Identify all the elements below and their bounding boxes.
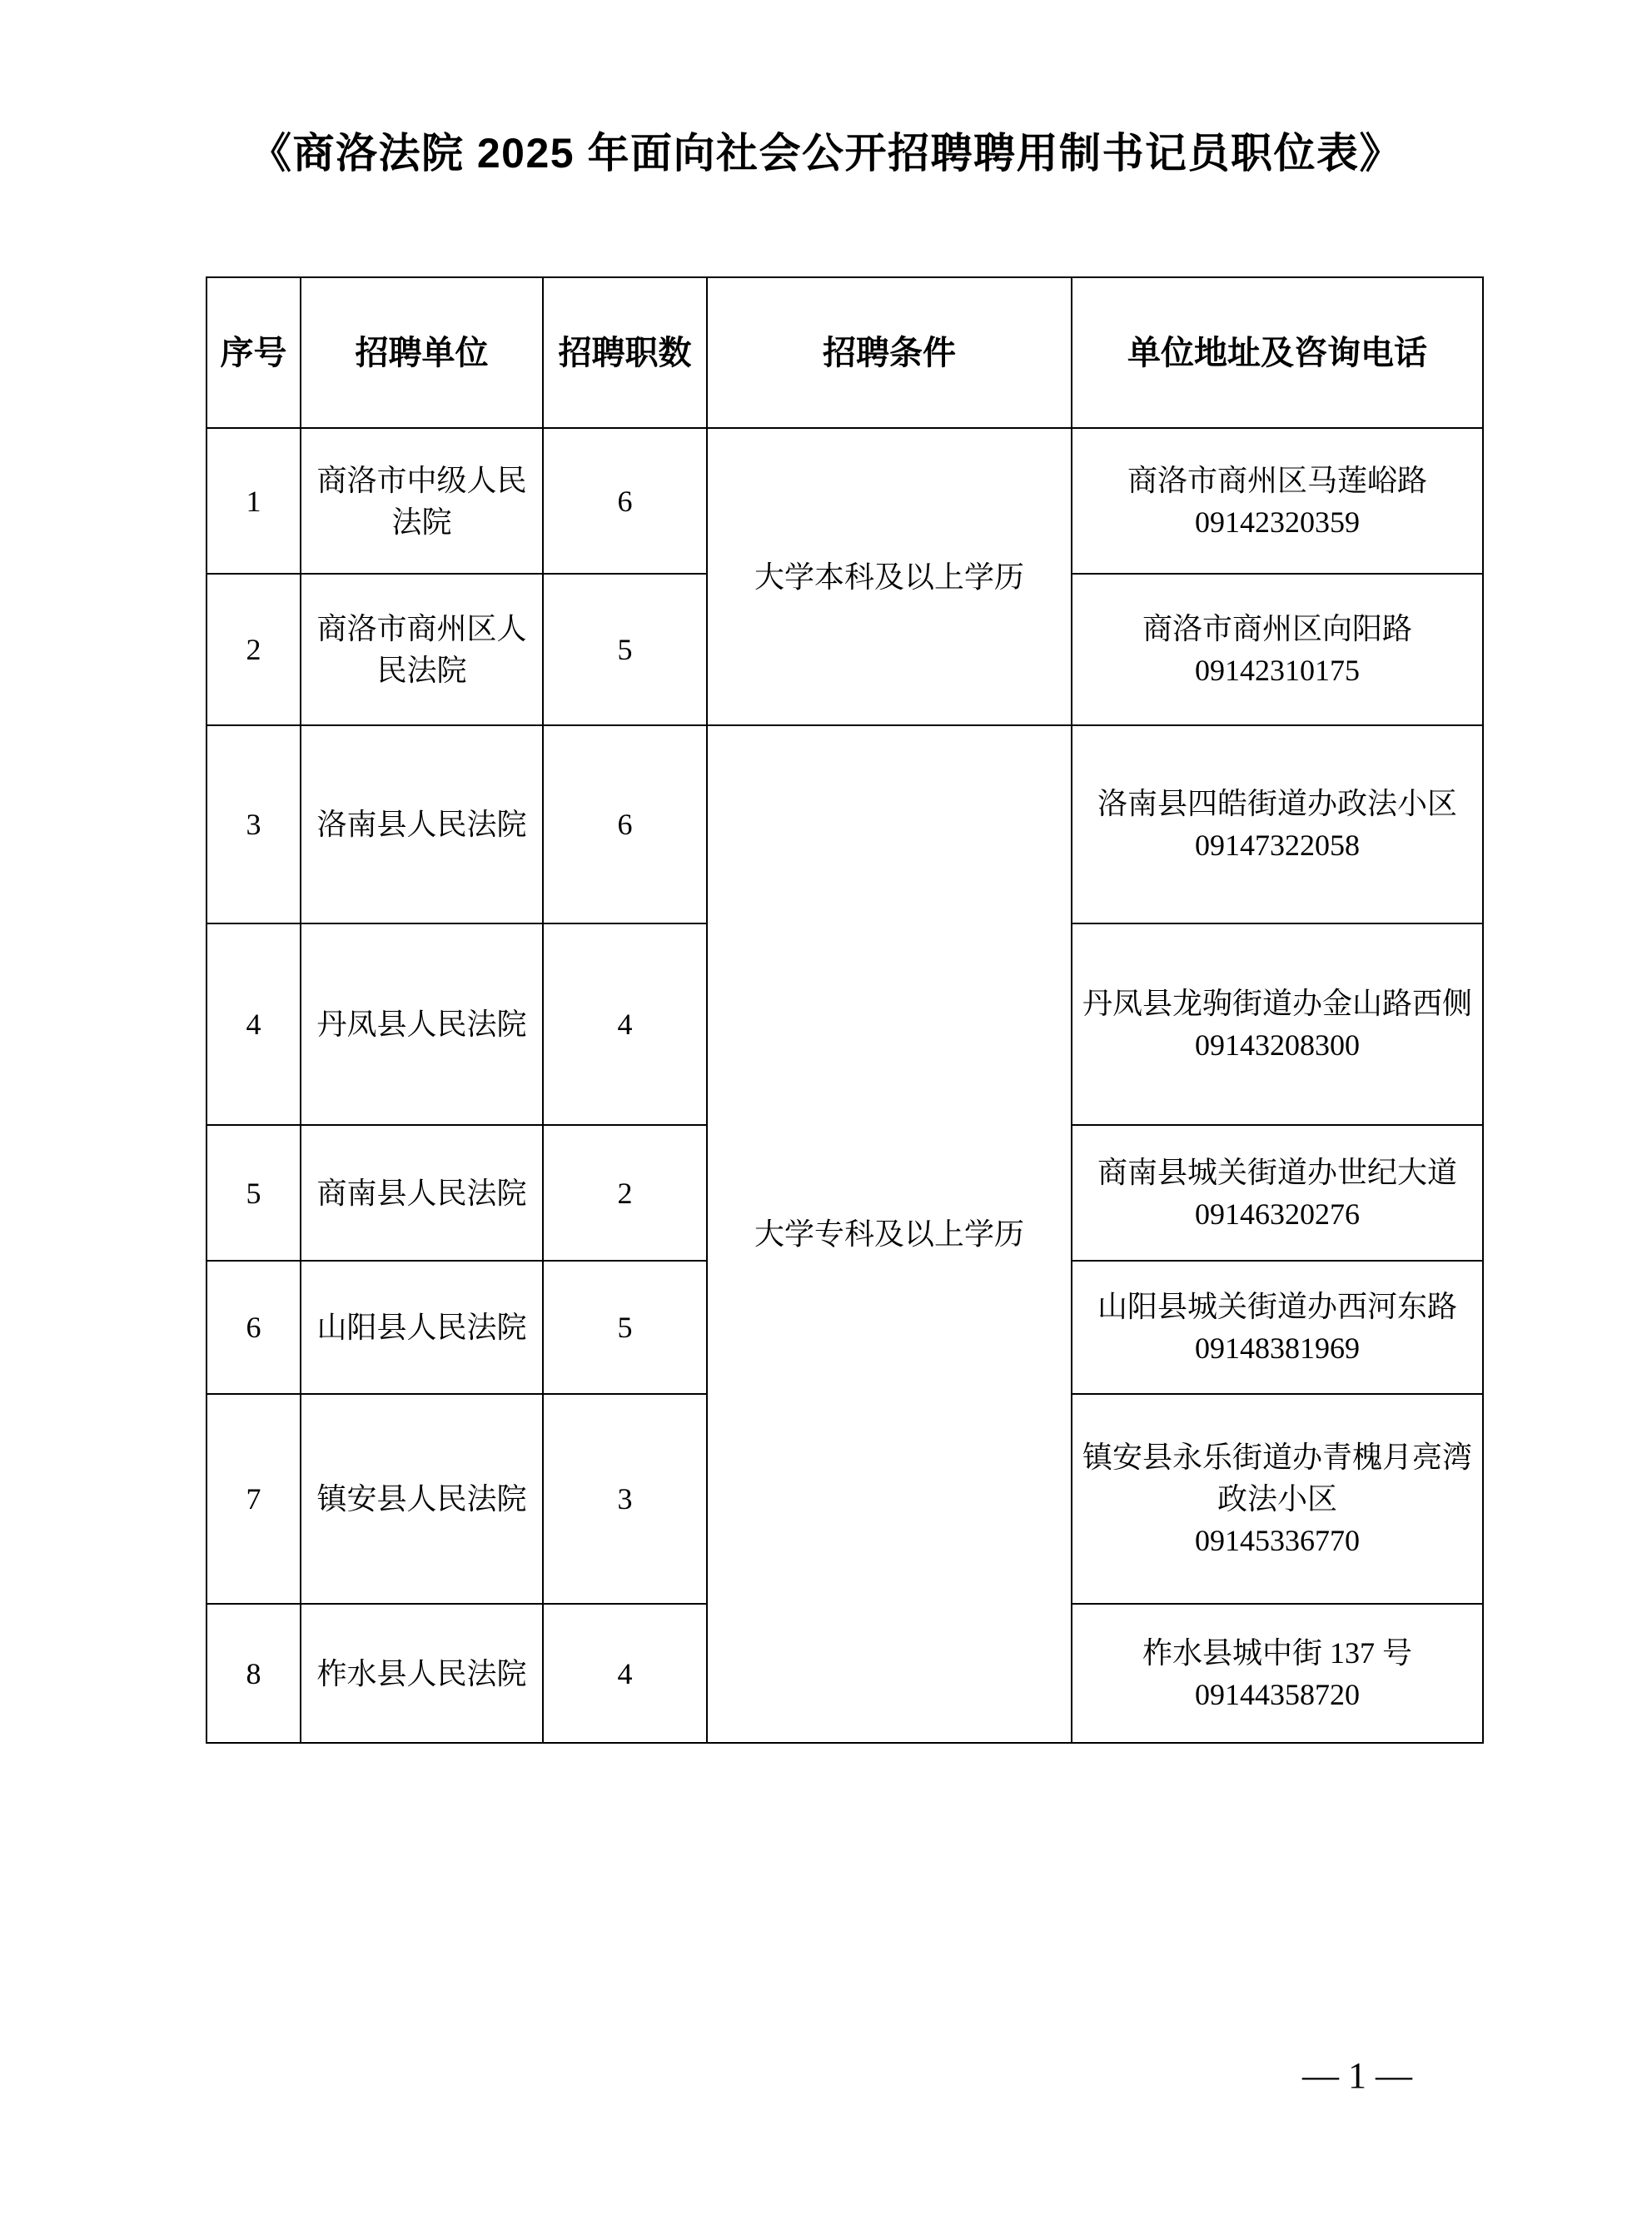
cell-unit: 镇安县人民法院 [301,1394,543,1604]
address-line: 洛南县四皓街道办政法小区 [1097,787,1457,820]
cell-address [1072,428,1483,574]
positions-table [206,276,1484,1744]
cell-unit: 商洛市商州区人民法院 [301,574,543,725]
address-line: 商洛市商州区向阳路 [1142,612,1412,645]
cell-no: 6 [206,1261,301,1394]
address-line: 柞水县城中街 137 号 [1142,1635,1412,1670]
phone-line: 09145336770 [1195,1524,1360,1557]
cell-condition-merged: 大学专科及以上学历 [707,725,1072,1743]
cell-count: 5 [543,1261,707,1394]
phone-line: 09147322058 [1195,829,1360,862]
cell-unit: 柞水县人民法院 [301,1604,543,1743]
header-cell-count: 招聘职数 [543,277,707,428]
cell-unit: 丹凤县人民法院 [301,923,543,1125]
phone-line: 09142310175 [1195,654,1360,687]
cell-no: 8 [206,1604,301,1743]
cell-no: 7 [206,1394,301,1604]
address-line: 商南县城关街道办世纪大道 [1097,1155,1457,1189]
page-title: 《商洛法院 2025 年面向社会公开招聘聘用制书记员职位表》 [249,130,1402,177]
cell-no: 4 [206,923,301,1125]
header-cell-unit: 招聘单位 [301,277,543,428]
phone-line: 09146320276 [1195,1197,1360,1231]
cell-address [1072,1604,1483,1743]
cell-no: 5 [206,1125,301,1261]
cell-count: 2 [543,1125,707,1261]
cell-count: 3 [543,1394,707,1604]
cell-address [1072,1394,1483,1604]
cell-address [1072,923,1483,1125]
cell-address [1072,1261,1483,1394]
cell-count: 5 [543,574,707,725]
table-row [206,428,1483,574]
cell-unit: 洛南县人民法院 [301,725,543,923]
cell-count: 6 [543,428,707,574]
phone-line: 09148381969 [1195,1332,1360,1365]
cell-no: 3 [206,725,301,923]
header-row [206,277,1483,428]
address-line: 山阳县城关街道办西河东路 [1097,1290,1457,1323]
cell-address [1072,725,1483,923]
cell-count: 4 [543,923,707,1125]
cell-address [1072,574,1483,725]
header-cell-condition: 招聘条件 [707,277,1072,428]
page-number: — 1 — [1302,2055,1412,2096]
cell-count: 6 [543,725,707,923]
header-cell-address: 单位地址及咨询电话 [1072,277,1483,428]
cell-address [1072,1125,1483,1261]
address-line: 镇安县永乐街道办青槐月亮湾政法小区 [1082,1441,1472,1516]
header-cell-no: 序号 [206,277,301,428]
address-line: 丹凤县龙驹街道办金山路西侧 [1082,987,1472,1020]
phone-line: 09142320359 [1195,505,1360,539]
cell-no: 1 [206,428,301,574]
address-line: 商洛市商州区马莲峪路 [1127,463,1427,497]
cell-unit: 商洛市中级人民法院 [301,428,543,574]
table-row [206,725,1483,923]
phone-line: 09143208300 [1195,1028,1360,1062]
cell-count: 4 [543,1604,707,1743]
cell-no: 2 [206,574,301,725]
cell-unit: 商南县人民法院 [301,1125,543,1261]
cell-condition-merged: 大学本科及以上学历 [707,428,1072,725]
cell-unit: 山阳县人民法院 [301,1261,543,1394]
phone-line: 09144358720 [1195,1677,1360,1711]
